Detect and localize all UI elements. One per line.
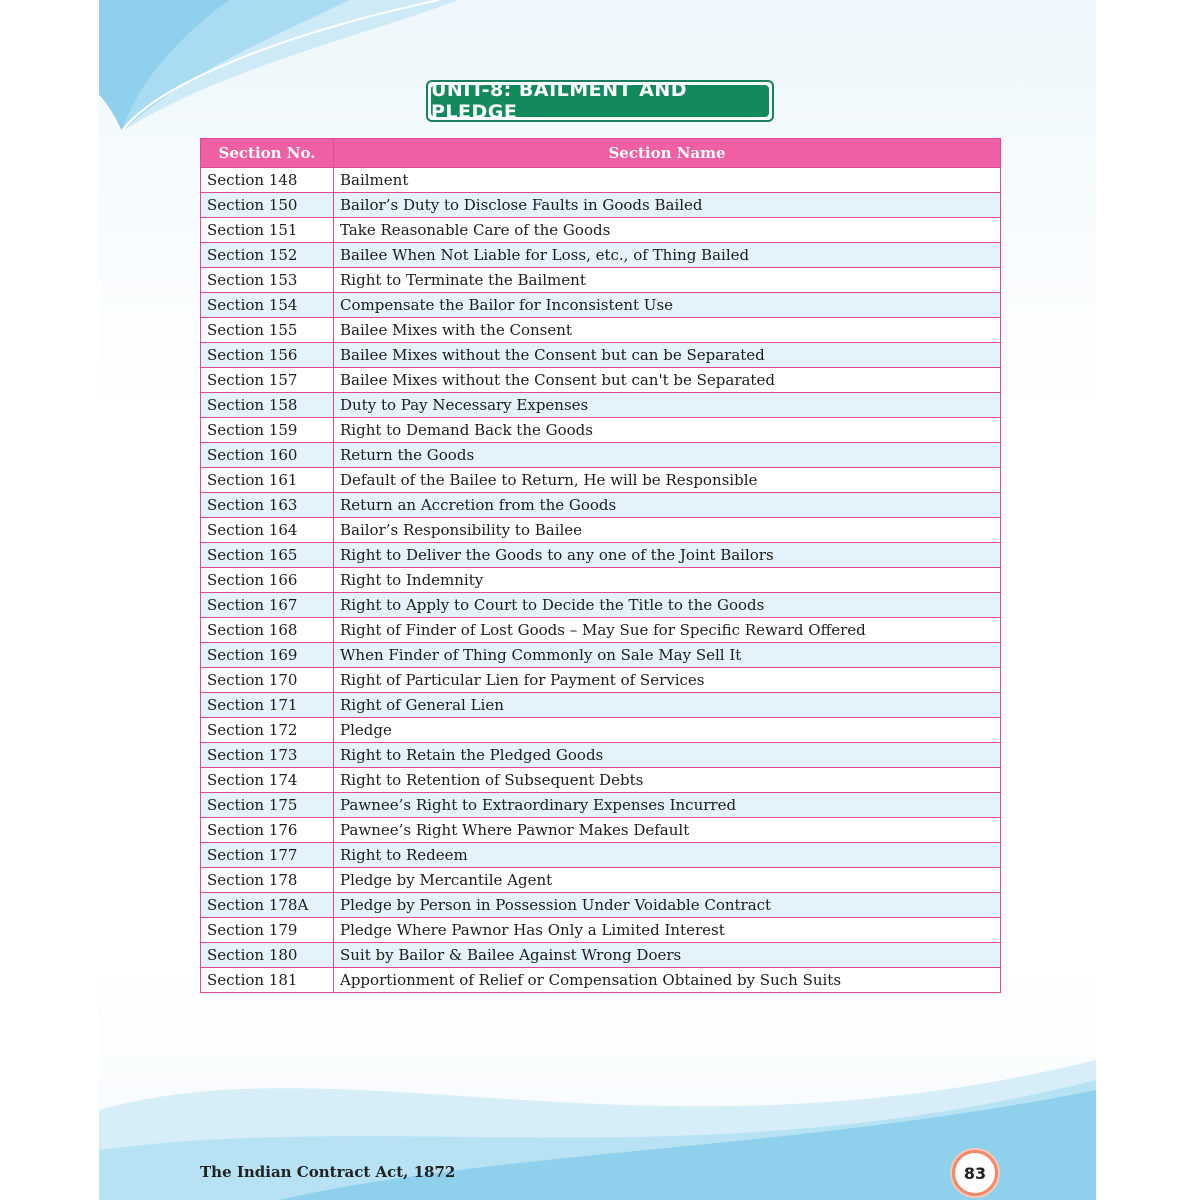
table-row xyxy=(201,443,1001,468)
footer-book-title: The Indian Contract Act, 1872 xyxy=(200,1163,456,1181)
section-name-cell: Return the Goods xyxy=(334,443,1001,468)
table-row xyxy=(201,468,1001,493)
section-name-cell: Bailee Mixes without the Consent but can't be Separated xyxy=(334,368,1001,393)
section-no-cell: Section 159 xyxy=(201,418,334,443)
table-row xyxy=(201,318,1001,343)
section-no-cell: Section 170 xyxy=(201,668,334,693)
section-name-cell: Take Reasonable Care of the Goods xyxy=(334,218,1001,243)
table-row xyxy=(201,518,1001,543)
section-no-cell: Section 163 xyxy=(201,493,334,518)
table-row xyxy=(201,268,1001,293)
table-row xyxy=(201,968,1001,993)
table-row xyxy=(201,818,1001,843)
table-header-row xyxy=(201,139,1001,168)
section-name-cell: Pledge xyxy=(334,718,1001,743)
table-row xyxy=(201,643,1001,668)
section-name-cell: Right to Indemnity xyxy=(334,568,1001,593)
section-name-cell: Right of Finder of Lost Goods – May Sue for Specific Reward Offered xyxy=(334,618,1001,643)
section-name-cell: Right to Deliver the Goods to any one of the Joint Bailors xyxy=(334,543,1001,568)
section-no-cell: Section 155 xyxy=(201,318,334,343)
section-name-cell: Apportionment of Relief or Compensation Obtained by Such Suits xyxy=(334,968,1001,993)
section-name-cell: Bailee When Not Liable for Loss, etc., of Thing Bailed xyxy=(334,243,1001,268)
section-name-cell: Pledge by Person in Possession Under Voidable Contract xyxy=(334,893,1001,918)
section-no-cell: Section 160 xyxy=(201,443,334,468)
section-name-cell: Right to Retention of Subsequent Debts xyxy=(334,768,1001,793)
section-no-cell: Section 157 xyxy=(201,368,334,393)
table-row xyxy=(201,168,1001,193)
section-name-cell: Bailee Mixes without the Consent but can be Separated xyxy=(334,343,1001,368)
section-no-cell: Section 179 xyxy=(201,918,334,943)
section-no-cell: Section 181 xyxy=(201,968,334,993)
section-name-cell: Right to Retain the Pledged Goods xyxy=(334,743,1001,768)
table-row xyxy=(201,793,1001,818)
section-name-cell: Right to Terminate the Bailment xyxy=(334,268,1001,293)
section-no-cell: Section 165 xyxy=(201,543,334,568)
table-row xyxy=(201,943,1001,968)
section-no-cell: Section 150 xyxy=(201,193,334,218)
section-no-cell: Section 169 xyxy=(201,643,334,668)
section-no-cell: Section 174 xyxy=(201,768,334,793)
table-row xyxy=(201,493,1001,518)
section-no-cell: Section 154 xyxy=(201,293,334,318)
section-name-cell: Bailor’s Duty to Disclose Faults in Goods Bailed xyxy=(334,193,1001,218)
section-no-cell: Section 153 xyxy=(201,268,334,293)
column-header-section-no: Section No. xyxy=(201,139,334,168)
section-no-cell: Section 161 xyxy=(201,468,334,493)
table-row xyxy=(201,918,1001,943)
table-row xyxy=(201,843,1001,868)
section-name-cell: Right to Demand Back the Goods xyxy=(334,418,1001,443)
section-name-cell: Pledge Where Pawnor Has Only a Limited Interest xyxy=(334,918,1001,943)
table-row xyxy=(201,593,1001,618)
section-name-cell: Pawnee’s Right to Extraordinary Expenses Incurred xyxy=(334,793,1001,818)
section-no-cell: Section 168 xyxy=(201,618,334,643)
table-row xyxy=(201,718,1001,743)
section-name-cell: Right of Particular Lien for Payment of Services xyxy=(334,668,1001,693)
section-no-cell: Section 164 xyxy=(201,518,334,543)
unit-title-badge xyxy=(426,80,774,122)
section-name-cell: Compensate the Bailor for Inconsistent Use xyxy=(334,293,1001,318)
section-no-cell: Section 177 xyxy=(201,843,334,868)
table-row xyxy=(201,418,1001,443)
table-row xyxy=(201,768,1001,793)
unit-title: UNIT-8: BAILMENT AND PLEDGE xyxy=(431,85,769,117)
section-name-cell: Bailor’s Responsibility to Bailee xyxy=(334,518,1001,543)
table-row xyxy=(201,243,1001,268)
table-row xyxy=(201,618,1001,643)
section-name-cell: When Finder of Thing Commonly on Sale May Sell It xyxy=(334,643,1001,668)
section-name-cell: Right to Apply to Court to Decide the Title to the Goods xyxy=(334,593,1001,618)
section-no-cell: Section 148 xyxy=(201,168,334,193)
column-header-section-name: Section Name xyxy=(334,139,1001,168)
table-row xyxy=(201,893,1001,918)
section-name-cell: Bailee Mixes with the Consent xyxy=(334,318,1001,343)
table-row xyxy=(201,743,1001,768)
table-row xyxy=(201,343,1001,368)
table-row xyxy=(201,368,1001,393)
section-no-cell: Section 152 xyxy=(201,243,334,268)
section-name-cell: Pawnee’s Right Where Pawnor Makes Default xyxy=(334,818,1001,843)
section-name-cell: Return an Accretion from the Goods xyxy=(334,493,1001,518)
section-name-cell: Suit by Bailor & Bailee Against Wrong Doers xyxy=(334,943,1001,968)
section-no-cell: Section 151 xyxy=(201,218,334,243)
table-row xyxy=(201,193,1001,218)
section-no-cell: Section 172 xyxy=(201,718,334,743)
section-name-cell: Pledge by Mercantile Agent xyxy=(334,868,1001,893)
section-no-cell: Section 173 xyxy=(201,743,334,768)
table-row xyxy=(201,568,1001,593)
section-no-cell: Section 158 xyxy=(201,393,334,418)
table-row xyxy=(201,693,1001,718)
section-no-cell: Section 176 xyxy=(201,818,334,843)
table-row xyxy=(201,218,1001,243)
section-no-cell: Section 178A xyxy=(201,893,334,918)
sections-table xyxy=(200,138,1001,993)
section-name-cell: Bailment xyxy=(334,168,1001,193)
table-row xyxy=(201,543,1001,568)
table-row xyxy=(201,868,1001,893)
section-no-cell: Section 171 xyxy=(201,693,334,718)
section-no-cell: Section 156 xyxy=(201,343,334,368)
table-row xyxy=(201,293,1001,318)
section-name-cell: Default of the Bailee to Return, He will be Responsible xyxy=(334,468,1001,493)
page-number-badge: 83 xyxy=(952,1150,998,1196)
section-no-cell: Section 175 xyxy=(201,793,334,818)
section-no-cell: Section 180 xyxy=(201,943,334,968)
section-no-cell: Section 178 xyxy=(201,868,334,893)
section-name-cell: Right to Redeem xyxy=(334,843,1001,868)
table-row xyxy=(201,393,1001,418)
section-no-cell: Section 167 xyxy=(201,593,334,618)
table-row xyxy=(201,668,1001,693)
section-no-cell: Section 166 xyxy=(201,568,334,593)
section-name-cell: Duty to Pay Necessary Expenses xyxy=(334,393,1001,418)
section-name-cell: Right of General Lien xyxy=(334,693,1001,718)
